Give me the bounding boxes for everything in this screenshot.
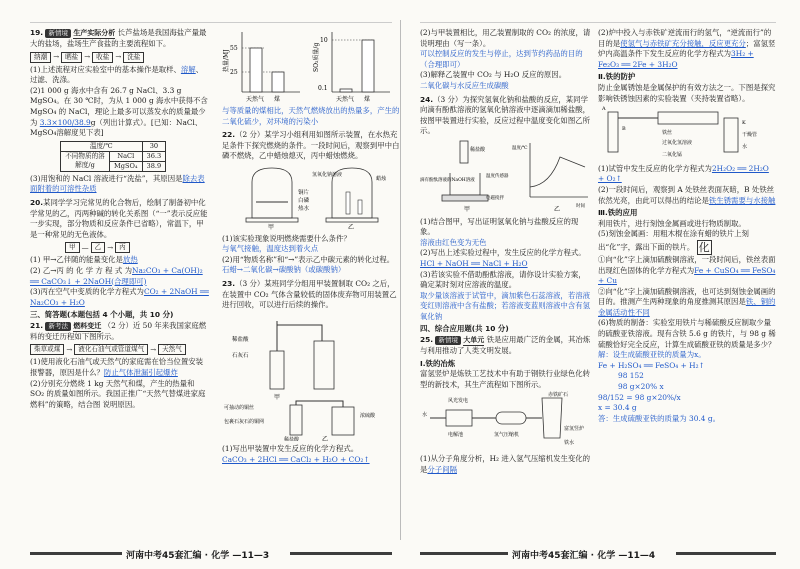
bar-natural-gas (340, 89, 352, 92)
fig-label: A (602, 106, 606, 113)
arrow-icon: → (150, 345, 157, 354)
solubility-table (60, 141, 166, 172)
q25-part5: (5)刻蚀金属画：用粗木棍在涂有蜡的铁片上刻出“化”字，露出下面的铁片。 化 (598, 229, 749, 254)
table-header: 温度/℃ (61, 141, 143, 151)
fig-label: 乙 (348, 223, 355, 230)
q25-header: 25. 新情境 大单元 铁是应用最广泛的金属，其冶炼与利用推动了人类文明发展。 (420, 335, 591, 356)
fig-label: 温度传感器 (486, 173, 509, 179)
flow-step: 柴草或煤 (30, 344, 64, 355)
section-3-title: 三、简答题(本题包括 4 个小题，共 10 分) (30, 310, 174, 320)
q25-part6: (6)物质的制备：实验室用铁片与稀硫酸反应制取少量的硫酸亚铁溶液。现有含铁 5.6 g 的铁片，与 98 g 稀硫酸恰好完全反应，计算生成硫酸亚铁的质量是多少？ (598, 318, 776, 349)
fig-label: 电磁搅拌 (486, 195, 504, 201)
bar-label: 煤 (364, 96, 371, 103)
fig-label: 滴有酚酞溶液的NaOH溶液 (420, 177, 475, 183)
q19-number: 19. (30, 28, 44, 37)
answer: Fe + CuSO₄ ══ FeSO₄ + Cu (598, 265, 776, 286)
fig-label: 乙 (554, 205, 561, 213)
answer: 2H₂O₂ ══ 2H₂O + O₂↑ (598, 163, 769, 184)
column-3 (420, 28, 592, 475)
q25-tag: 新情境 (435, 336, 461, 345)
q23-part2: (2)与甲装置相比，用乙装置制取的 CO₂ 的浓度，请说明理由（写一条）。 (420, 28, 591, 48)
flow-step: 收盐 (92, 52, 113, 63)
fig-label: 二氧化锰 (662, 152, 683, 159)
flow-step: 液化石油气或管道煤气 (74, 344, 148, 355)
answer: 石蜡→二氧化碳→碳酸钠（或碳酸钠） (222, 265, 346, 275)
q19-part2: (2)1 000 g 海水中含有 26.7 g NaCl、3.3 g MgSO₄。在 30 ℃时，为从 1 000 g 海水中获得不含 MgSO₄ 的 NaCl，理论上最多可以蒸发水的质量最少为 3.3×100/38.9g（列出计算式）。[已知：NaCl、MgSO₄溶解度见下表] (30, 85, 208, 138)
fig-label: 铁水 (564, 440, 575, 447)
q25-sub3: Ⅲ.铁的应用 (598, 208, 638, 218)
table-cell: 36.3 (142, 151, 166, 161)
q19-header (30, 28, 210, 50)
fig-label: 时间 (576, 203, 585, 209)
table-cell: MgSO₄ (110, 161, 143, 171)
q25-part4: (2)一段时间后，观察到 A 处铁丝表面灰暗，B 处铁丝依然光亮，由此可以得出的结论是铁生锈需要与水接触 (598, 184, 776, 205)
q24-figure (420, 137, 592, 213)
solution-line: x = 30.4 g (598, 403, 637, 413)
chart-ylabel: 热量/MJ (223, 49, 230, 72)
fig-label: 石灰石 (232, 352, 249, 359)
flow-step: 晒盐 (61, 52, 82, 63)
fig-label: 温度/℃ (512, 145, 528, 151)
fig-label: 白磷 (298, 197, 310, 204)
table-cell: 不同物质的溶解度/g (61, 151, 110, 171)
fig-label: 过氧化氢溶液 (662, 140, 693, 147)
page-divider (400, 20, 401, 540)
footer-bar-right (420, 552, 508, 555)
q21-part1: (1)使用液化石油气或天然气的家庭需在恰当位置安装报警器，原因是什么？防止气体泄漏引起爆炸 (30, 357, 204, 378)
answer: CaCO₃ + 2HCl ══ CaCl₂ + H₂O + CO₂↑ (222, 454, 370, 464)
q19-stem: 长芦盐场是我国海盐产量最大的盐场，盐场生产食盐的主要流程如下。 (30, 28, 207, 48)
fig-label: 蜡烛 (376, 175, 387, 182)
q21-answer: 与等质量的煤相比，天然气燃烧放出的热量多，产生的二氧化硫少，对环境的污染小 (222, 106, 400, 126)
solution-line: 98 152 (618, 371, 644, 381)
q21-part2: (2)分别充分燃烧 1 kg 天然气和煤，产生的热量和 SO₂ 的质量如图所示。我国正推广“天然气替煤进家庭燃料”的策略，结合图 说明原因。 (30, 378, 206, 409)
q23-part1: (1)写出甲装置中发生反应的化学方程式。 (222, 444, 359, 454)
q19-tag: 新情境 (45, 29, 71, 38)
q19-flowchart (30, 52, 210, 63)
bar-coal (362, 40, 374, 92)
fig-label: 风光发电 (448, 398, 469, 405)
solution-line: 98/152 = 98 g×20%/x (598, 392, 681, 402)
fig-label: 干燥管 (742, 132, 758, 139)
answer: 取少量该溶液于试管中，滴加紫色石蕊溶液，若溶液变红则溶液中含有盐酸；若溶液变蓝则溶液中含有氢氧化钠 (420, 290, 590, 321)
q25-part5b: ②向“化”字上滴加硫酸铜溶液，也可达到刻蚀金属画的目的。推测产生两种现象的角度推测其原因是铁、铜的金属活动性不同 (598, 286, 776, 317)
fig-label: 氢氧化钠溶液 (312, 171, 343, 178)
footer-left: 河南中考45套汇编 · 化学 —11—3 (126, 551, 270, 561)
q19-part1: (1)上述流程对应实验室中的基本操作是取样、溶解、过滤、洗涤。 (30, 64, 204, 85)
q21-flowchart (30, 344, 210, 355)
footer-bar-right-2 (676, 552, 776, 555)
fig-label: 甲 (268, 223, 275, 230)
q25-part5a: ①向“化”字上滴加硫酸铜溶液，一段时间后，铁丝表面出现红色固体的化学方程式为Fe + CuSO₄ ══ FeSO₄ + Cu (598, 254, 776, 286)
fig-label: 包裹石灰石的铜网 (224, 418, 265, 425)
fig-label: 富氢竖炉 (564, 426, 585, 433)
q22-stem: 22.（2 分）某学习小组利用如图所示装置，在水热充足条件下探究燃烧的条件。一段时间后，观察到甲中白磷不燃烧，乙中蜡烛熄灭，丙中蜡烛燃烧。 (222, 130, 400, 161)
footer-bar-left (30, 552, 122, 555)
q25-topic: 大单元 (463, 336, 485, 345)
fig-label: 甲 (274, 393, 281, 401)
arrow-icon: → (66, 345, 73, 354)
table-cell: NaCl (110, 151, 143, 161)
answer: 可以控制反应的发生与停止，达到节约药品的目的（合理即可） (420, 49, 583, 69)
q21-charts (222, 28, 400, 106)
q25-part2: (2)炉中投入与赤铁矿逆流而行的氢气，“逆流而行”的目的是使氢气与赤铁矿充分接触，反应更充分；富氢竖炉内高温条件下发生反应的化学方程式为3H₂ + Fe₂O₃ ══ 2Fe + 3H₂O (598, 28, 776, 69)
fig-label: B (622, 126, 626, 133)
q24-stem: 24.（3 分）为探究氢氧化钠和盐酸的反应，某同学向滴有酚酞溶液的氢氧化钠溶液中逐滴滴加稀盐酸，按图甲装置进行实验，反应过程中温度变化如图乙所示。 (420, 94, 590, 136)
top-rule-left (30, 22, 392, 23)
node: 乙 (91, 242, 106, 253)
answer: 除去表面附着的可溶性杂质 (30, 173, 205, 194)
q25-sub2-text: 防止金属锈蚀是金属保护的有效方法之一。下图是探究影响铁锈蚀因素的实验装置（夹持装置省略）。 (598, 82, 776, 103)
q24-part1: (1)结合图甲，写出证明氢氧化钠与盐酸反应的现象。 (420, 216, 579, 237)
fig-label: 电解池 (448, 432, 464, 439)
q23-figure (222, 311, 400, 441)
answer: HCl + NaOH ══ NaCl + H₂O (420, 258, 528, 268)
q25-sub1-text: 富氢竖炉是炼铁工艺技术中有助于钢铁行业绿色化转型的新技术，其生产流程如下图所示。 (420, 369, 590, 389)
fig-label: 水 (422, 412, 428, 419)
column-4 (598, 28, 776, 424)
fig-label: 氢气压缩机 (494, 432, 520, 439)
flow-step: 洗盐 (123, 52, 144, 63)
answer: 3H₂ + Fe₂O₃ ══ 2Fe + 3H₂O (598, 49, 754, 69)
fig-label: 甲 (464, 205, 471, 213)
q25-figure-2 (598, 104, 776, 160)
fig-label: 水 (742, 144, 748, 151)
footer-bar-left-2 (290, 552, 392, 555)
arrow-icon: → (107, 243, 114, 252)
arrow-icon: → (115, 52, 122, 61)
fig-label: 铁丝 (662, 130, 673, 137)
q25-sub2: Ⅱ.铁的防护 (598, 72, 636, 82)
fig-label: 浓硫酸 (360, 412, 376, 419)
tick-label: 55 (230, 45, 238, 52)
fig-label: 乙 (322, 435, 329, 441)
answer: 铁、铜的金属活动性不同 (598, 297, 776, 317)
q25-part3: (1)试管中发生反应的化学方程式为2H₂O₂ ══ 2H₂O + O₂↑ (598, 163, 769, 184)
answer: 溶解 (180, 64, 196, 74)
fig-label: 稀盐酸 (470, 146, 486, 153)
chart-ylabel: SO₂质量/g (313, 42, 320, 72)
column-1 (30, 28, 210, 410)
bar-coal (272, 72, 284, 92)
flow-step: 天然气 (158, 344, 186, 355)
q23-part3: (3)解释乙装置中 CO₂ 与 H₂O 反应的原因。 (420, 70, 567, 80)
q22-part1: (1)该实验现象说明燃烧需要什么条件？ (222, 233, 351, 243)
arrow-icon: — (81, 243, 89, 252)
q20-diagram (65, 242, 210, 253)
q25-figure (420, 390, 592, 450)
q21-topic: 燃料变迁 (73, 321, 102, 330)
q19-part3: (3)用饱和的 NaCl 溶液进行“洗盐”，其原因是除去表面附着的可溶性杂质 (30, 173, 205, 194)
q24-part3: (3)若该实验不借助酚酞溶液，请你设计实验方案，确定某时刻对应溶液的温度。 (420, 269, 586, 290)
q21-tag: 新考法 (45, 322, 71, 331)
fig-label: 稀盐酸 (232, 336, 249, 343)
fig-label: K (742, 120, 746, 127)
calculation-solution (598, 350, 776, 424)
q20-part3: (3)丙在空气中变质的化学方程式为CO₂ + 2NaOH ══ Na₂CO₃ + H₂O (30, 287, 209, 307)
bar-label: 天然气 (336, 96, 355, 103)
answer: 溶液由红色变为无色 (420, 237, 487, 247)
q20-part1: (1) 甲→乙伴随的能量变化是放热 (30, 255, 138, 265)
so2-chart (312, 28, 392, 106)
fig-label: 可抽动的铜丝 (224, 404, 255, 411)
solution-line: 解：设生成硫酸亚铁的质量为x。 (598, 350, 706, 360)
page-number: 11—4 (627, 551, 656, 561)
footer-right: 河南中考45套汇编 · 化学 —11—4 (512, 551, 656, 561)
heat-chart (222, 28, 302, 106)
q25-sub1: Ⅰ.铁的冶炼 (420, 358, 456, 368)
arrow-icon: → (84, 52, 91, 61)
solution-line: Fe + H₂SO₄ ══ FeSO₄ + H₂↑ (598, 360, 705, 370)
character-stamp: 化 (698, 240, 710, 254)
table-cell: 38.9 (142, 161, 166, 171)
answer: 分子间隔 (427, 464, 457, 474)
q25-sub3-text: 利用铁片，进行刻蚀金属画或进行物质制取。 (598, 218, 746, 228)
answer: 铁生锈需要与水接触 (708, 195, 776, 205)
flow-step: 纳潮 (30, 52, 51, 63)
fig-label: 铜片 (298, 189, 310, 196)
answer: 使氢气与赤铁矿充分接触，反应更充分 (620, 38, 746, 48)
q20-stem: 20.某同学学习完常见的化合物后，绘制了制备初中化学常见的乙，丙两种碱的转化关系图（“一”表示反应能一步实现，部分物质和反应条件已省略），常温下，甲是一种常见的无色液体。 (30, 197, 208, 239)
answer: 与氧气接触，温度达到着火点 (222, 244, 319, 254)
table-header: 30 (142, 141, 166, 151)
q19-topic: 生产实际分析 (73, 29, 116, 37)
q24-part2: (2)写出上述实验过程中，发生反应的化学方程式。 (420, 248, 586, 258)
page-number: 11—3 (241, 551, 270, 561)
fig-label: 热水 (298, 205, 310, 212)
answer: 二氧化碳与水反应生成碳酸 (420, 80, 509, 90)
q22-part2: (2)用“物质名称”和“→”表示乙中碳元素的转化过程。 (222, 254, 395, 264)
answer: 放热 (122, 255, 138, 265)
q23-stem: 23.（3 分）某班同学分组用甲装置制取 CO₂ 之后，在装置中 CO₂ 气体含量较低的固体废弃物可用装置乙进行回收，可以进行后续的操作。 (222, 278, 397, 310)
node: 甲 (65, 242, 80, 253)
q21-header: 21. 新考法 燃料变迁 （2 分）近 50 年来我国家庭燃料的变迁历程如下图所示。 (30, 320, 207, 341)
node: 丙 (115, 242, 130, 253)
solution-line: 98 g×20% x (618, 382, 664, 392)
bar-natural-gas (250, 48, 262, 92)
tick-label: 10 (320, 37, 328, 44)
answer: 3.3×100/38.9 (39, 117, 91, 127)
solution-line: 答：生成硫酸亚铁的质量为 30.4 g。 (598, 413, 720, 423)
fig-label: 稀盐酸 (284, 436, 300, 441)
answer: CO₂ + 2NaOH ══ Na₂CO₃ + H₂O (30, 287, 209, 307)
q20-part2: (2) 乙→丙 的 化 学 方 程 式 为Na₂CO₃ + Ca(OH)₂ ══ CaCO₃↓ + 2NaOH(合理即可) (30, 265, 203, 286)
top-rule-right (420, 22, 776, 23)
arrow-icon: → (53, 52, 60, 61)
bar-label: 煤 (274, 96, 281, 103)
answer: Na₂CO₃ + Ca(OH)₂ ══ CaCO₃↓ + 2NaOH(合理即可) (30, 265, 203, 286)
section-4-title: 四、综合应用题(共 10 分) (420, 324, 509, 334)
tick-label: 25 (230, 69, 238, 76)
answer: 防止气体泄漏引起爆炸 (103, 368, 178, 378)
bar-label: 天然气 (246, 96, 265, 103)
tick-label: 0.1 (318, 85, 328, 92)
column-2 (222, 28, 400, 466)
q22-figure (222, 162, 400, 230)
fig-label: 赤铁矿石 (548, 392, 569, 399)
q25-part1: (1)从分子角度分析，H₂ 进入氢气压缩机发生变化的是分子间隔 (420, 454, 591, 474)
